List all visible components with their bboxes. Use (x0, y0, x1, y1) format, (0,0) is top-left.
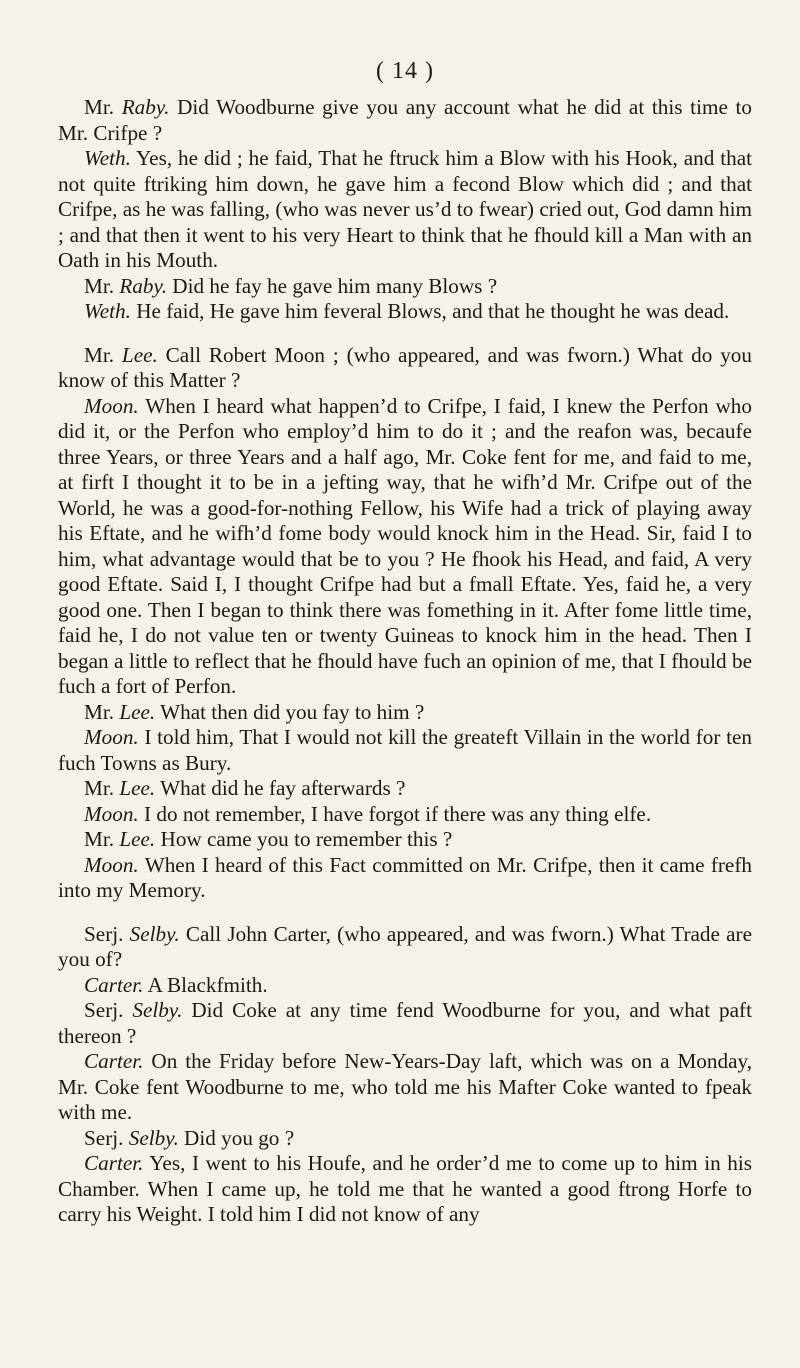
testimony-text: What did he fay afterwards ? (155, 776, 406, 800)
testimony-paragraph (58, 725, 752, 776)
testimony-paragraph (58, 776, 752, 802)
testimony-text: Did you go ? (178, 1125, 295, 1150)
speaker-name: Carter. (84, 972, 144, 997)
testimony-paragraph (58, 922, 752, 973)
speaker-name: Weth. (84, 299, 131, 323)
speaker-name: Raby. (121, 95, 170, 119)
speaker-name: Moon. (84, 852, 139, 877)
testimony-text: Yes, I went to his Houfe, and he order’d me to come up to him in his Chamber. When I came up, he told me that he wanted a good ftrong Horfe to carry his Weight. I told him I did not know of any (58, 1151, 752, 1226)
speaker-name: Moon. (84, 393, 139, 418)
testimony-paragraph (58, 299, 752, 325)
testimony-text: A Blackfmith. (143, 972, 268, 997)
testimony-text: When I heard of this Fact committed on Mr. Crifpe, then it came frefh into my Memory. (58, 852, 752, 902)
testimony-text: I do not remember, I have forgot if there was any thing elfe. (138, 801, 652, 826)
testimony-paragraph (58, 973, 752, 999)
speaker-name: Moon. (84, 801, 139, 826)
speaker-title: Mr. (84, 776, 120, 800)
testimony-text: How came you to remember this ? (155, 827, 453, 851)
testimony-text: Did Woodburne give you any account what he did at this time to Mr. Crifpe ? (58, 95, 753, 145)
testimony-text: What then did you fay to him ? (155, 699, 425, 724)
testimony-paragraph (58, 853, 752, 904)
speaker-title: Mr. (84, 827, 120, 851)
speaker-name: Lee. (119, 776, 156, 800)
testimony-paragraph (58, 343, 752, 394)
testimony-text: When I heard what happen’d to Crifpe, I faid, I knew the Perfon who did it, or the Perfon who employ’d him to do it ; and the reafon was, becaufe three Years, or three Years and a half ago, Mr. Coke fent for me, and faid to me, at firft I thought it to be in a jefting way, that he wifh’d Mr. Crifpe out of the World, he was a good-for-nothing Fellow, his Wife had a trick of playing away his Eftate, and he wifh’d fome body would knock him in the Head. Sir, faid I to him, what advantage would that be to you ? He fhook his Head, and faid, A very good Eftate. Said I, I thought Crifpe had but a fmall Eftate. Yes, faid he, a very good one. Then I began to think there was fomething in it. After fome little time, faid he, I do not value ten or twenty Guineas to knock him in the head. Then I began a little to reflect that he fhould have fuch an opinion of me, that I fhould be fuch a fort of Perfon. (58, 393, 752, 698)
speaker-title: Serj. (84, 998, 133, 1022)
speaker-title: Mr. (84, 699, 120, 724)
testimony-paragraph (58, 1049, 752, 1126)
testimony-paragraph (58, 827, 752, 853)
testimony-text: Did Coke at any time fend Woodburne for you, and what paft thereon ? (58, 998, 752, 1048)
testimony-text: Did he fay he gave him many Blows ? (167, 273, 498, 298)
speaker-name: Selby. (129, 921, 180, 946)
body-text (58, 95, 752, 1228)
testimony-paragraph (58, 394, 752, 700)
speaker-name: Lee. (121, 342, 158, 367)
testimony-paragraph (58, 802, 752, 828)
speaker-name: Moon. (84, 725, 139, 749)
speaker-title: Mr. (84, 95, 122, 119)
speaker-name: Weth. (84, 146, 131, 170)
speaker-name: Lee. (119, 699, 156, 724)
testimony-paragraph (58, 998, 752, 1049)
speaker-name: Selby. (128, 1125, 179, 1150)
speaker-title: Mr. (84, 273, 120, 298)
speaker-name: Raby. (119, 273, 167, 298)
testimony-text: I told him, That I would not kill the greateft Villain in the world for ten fuch Towns as Bury. (58, 725, 752, 775)
testimony-paragraph (58, 700, 752, 726)
testimony-text: Call John Carter, (who appeared, and was fworn.) What Trade are you of? (58, 921, 752, 971)
speaker-title: Serj. (84, 1125, 129, 1150)
testimony-text: On the Friday before New-Years-Day laft, which was on a Monday, Mr. Coke fent Woodburne to me, who told me his Mafter Coke wanted to fpeak with me. (58, 1049, 752, 1124)
section-gap (58, 325, 752, 343)
testimony-text: He faid, He gave him feveral Blows, and that he thought he was dead. (130, 299, 730, 323)
speaker-title: Serj. (84, 921, 130, 946)
speaker-title: Mr. (84, 342, 122, 367)
speaker-name: Selby. (132, 998, 183, 1022)
page-number: ( 14 ) (376, 58, 434, 84)
speaker-name: Carter. (84, 1151, 144, 1175)
testimony-text: Call Robert Moon ; (who appeared, and was fworn.) What do you know of this Matter ? (58, 342, 752, 392)
testimony-paragraph (58, 1151, 752, 1228)
speaker-name: Lee. (119, 827, 156, 851)
testimony-paragraph (58, 1126, 752, 1152)
section-gap (58, 904, 752, 922)
testimony-paragraph (58, 274, 752, 300)
testimony-text: Yes, he did ; he faid, That he ftruck him a Blow with his Hook, and that not quite ftriking him down, he gave him a fecond Blow which did ; and that Crifpe, as he was falling, (who was never us’d to fwear) cried out, God damn him ; and that then it went to his very Heart to think that he fhould kill a Man with an Oath in his Mouth. (58, 146, 752, 272)
testimony-paragraph (58, 146, 752, 274)
speaker-name: Carter. (84, 1049, 144, 1073)
testimony-paragraph (58, 95, 752, 146)
